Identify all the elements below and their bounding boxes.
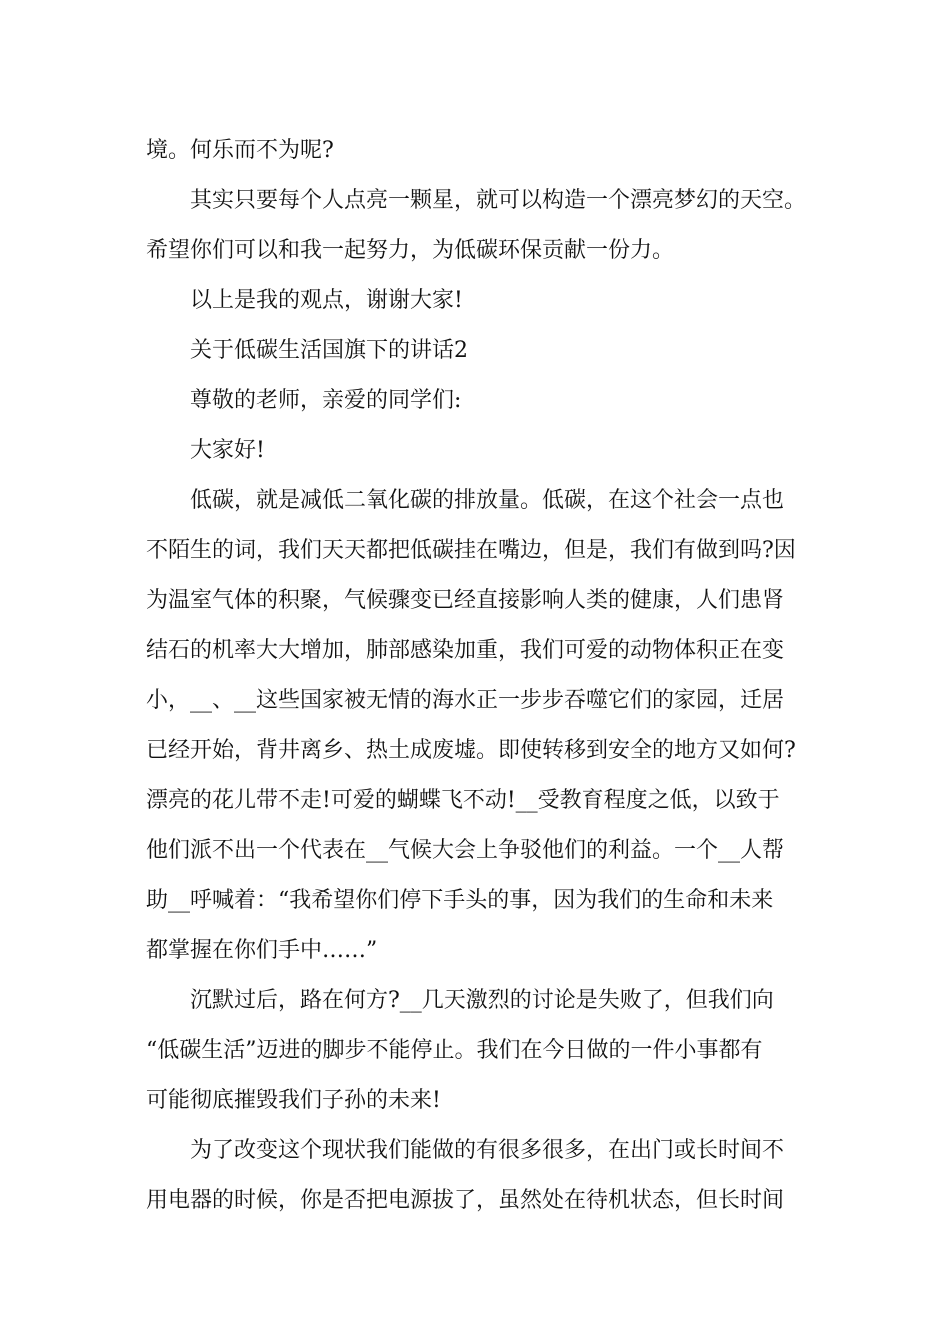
paragraph-first-line: 沉默过后，路在何方?__几天激烈的讨论是失败了，但我们向 [190,988,774,1013]
text-line: 不陌生的词，我们天天都把低碳挂在嘴边，但是，我们有做到吗?因 [146,538,796,563]
paragraph-first-line: 为了改变这个现状我们能做的有很多很多，在出门或长时间不 [190,1138,785,1163]
text-line: 他们派不出一个代表在__气候大会上争驳他们的利益。一个__人帮 [146,838,785,863]
greeting: 大家好! [190,438,265,463]
paragraph-first-line: 以上是我的观点，谢谢大家! [190,288,463,313]
text-line: 为温室气体的积聚，气候骤变已经直接影响人类的健康，人们患肾 [146,588,785,613]
text-line: 助__呼喊着：“我希望你们停下手头的事，因为我们的生命和未来 [146,888,774,913]
paragraph-first-line: 其实只要每个人点亮一颗星，就可以构造一个漂亮梦幻的天空。 [190,188,807,213]
text-line: 已经开始，背井离乡、热土成废墟。即使转移到安全的地方又如何? [146,738,796,763]
paragraph-first-line: 低碳，就是减低二氧化碳的排放量。低碳，在这个社会一点也 [190,488,785,513]
text-line: 希望你们可以和我一起努力，为低碳环保贡献一份力。 [146,238,675,263]
text-line: 用电器的时候，你是否把电源拔了，虽然处在待机状态，但长时间 [146,1188,785,1213]
text-line: 都掌握在你们手中……” [146,938,378,963]
text-line: “低碳生活”迈进的脚步不能停止。我们在今日做的一件小事都有 [146,1038,763,1063]
section-title: 关于低碳生活国旗下的讲话2 [190,338,468,363]
text-line: 可能彻底摧毁我们子孙的未来! [146,1088,441,1113]
text-line: 小，__、__这些国家被无情的海水正一步步吞噬它们的家园，迁居 [146,688,785,713]
text-line: 结石的机率大大增加，肺部感染加重，我们可爱的动物体积正在变 [146,638,785,663]
salutation: 尊敬的老师，亲爱的同学们: [190,388,462,413]
text-line: 漂亮的花儿带不走!可爱的蝴蝶飞不动!__受教育程度之低，以致于 [146,788,780,813]
text-line: 境。何乐而不为呢? [146,138,334,163]
